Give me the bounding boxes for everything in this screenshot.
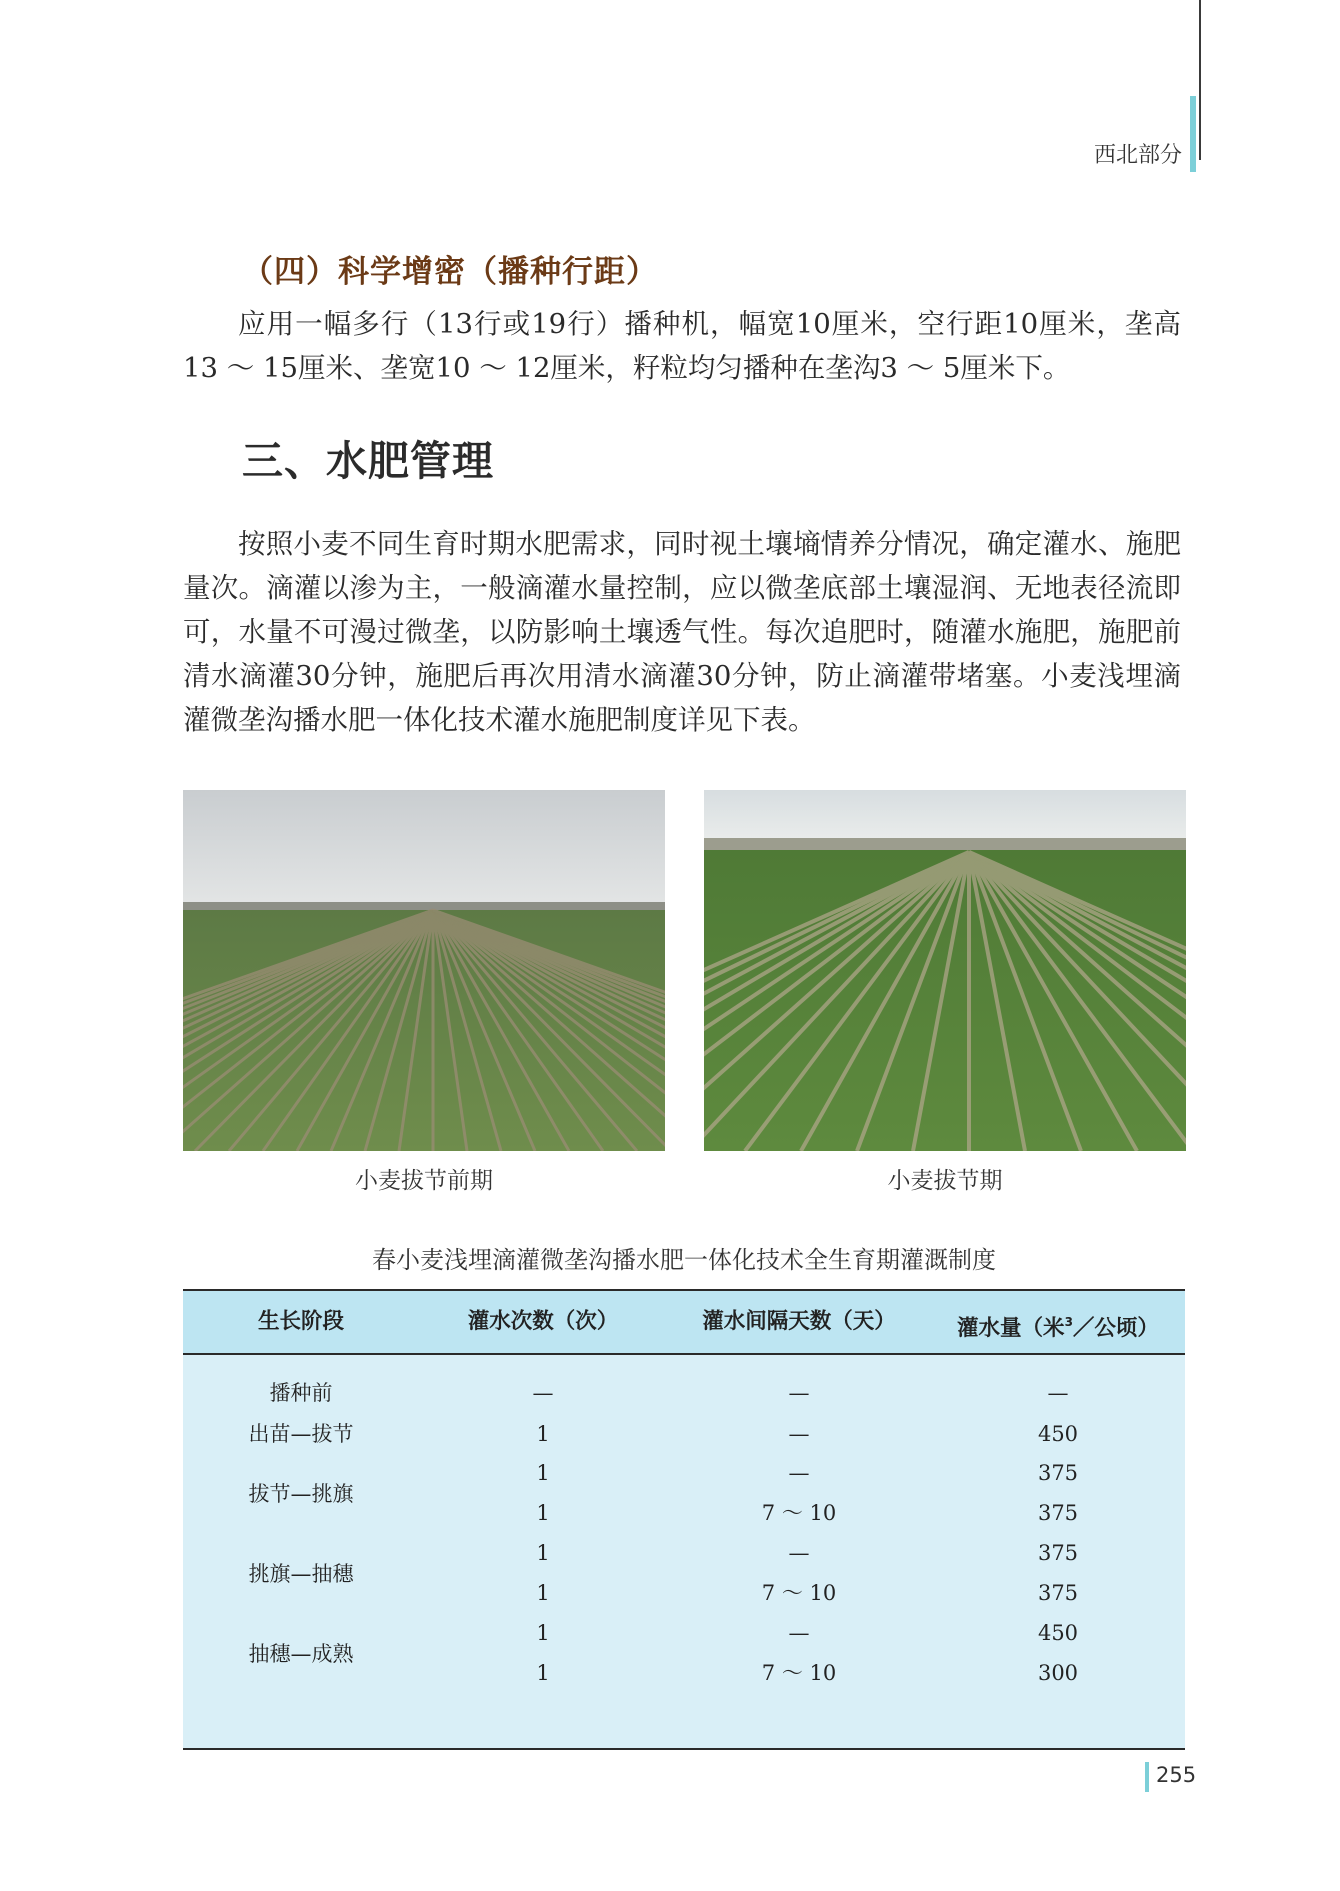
cell-amount: — <box>1047 1381 1069 1405</box>
header-interval: 灌水间隔天数（天） <box>702 1309 896 1334</box>
cell-times: 1 <box>536 1581 550 1605</box>
cell-amount: 450 <box>1037 1422 1079 1446</box>
cell-times: — <box>532 1381 554 1405</box>
cell-times: 1 <box>536 1501 550 1525</box>
running-header: 西北部分 <box>1093 143 1182 168</box>
page-number-accent-bar <box>1145 1762 1149 1792</box>
table-header-row <box>183 1289 1185 1355</box>
paragraph-water-fertilizer: 按照小麦不同生育时期水肥需求，同时视土壤墒情养分情况，确定灌水、施肥量次。滴灌以渗为主，一般滴灌水量控制，应以微垄底部土壤湿润、无地表径流即可，水量不可漫过微垄，以防影响土壤透气性。每次追肥时，随灌水施肥，施肥前清水滴灌30分钟，施肥后再次用清水滴灌30分钟，防止滴灌带堵塞。小麦浅埋滴灌微垄沟播水肥一体化技术灌水施肥制度详见下表。 <box>183 528 1181 736</box>
cell-times: 1 <box>536 1661 550 1685</box>
header-amount-unit-tail: ／公顷） <box>1072 1316 1159 1341</box>
header-rule <box>1199 0 1201 160</box>
cell-times: 1 <box>536 1541 550 1565</box>
header-stage: 生长阶段 <box>257 1309 344 1334</box>
photo-wheat-pre-jointing <box>183 790 665 1151</box>
stage-label: 挑旗—抽穗 <box>248 1562 354 1586</box>
header-amount-unit: 灌水量（米 <box>957 1316 1065 1341</box>
cell-times: 1 <box>536 1422 550 1446</box>
cell-amount: 375 <box>1037 1541 1079 1565</box>
cell-interval: 7 ～ 10 <box>761 1581 837 1605</box>
stage-label: 出苗—拔节 <box>248 1422 354 1446</box>
cell-amount: 300 <box>1037 1661 1079 1685</box>
stage-label: 播种前 <box>269 1381 333 1405</box>
stage-label: 抽穗—成熟 <box>248 1642 354 1666</box>
cell-interval: — <box>788 1422 810 1446</box>
cell-amount: 375 <box>1037 1581 1079 1605</box>
paragraph-sowing: 应用一幅多行（13行或19行）播种机，幅宽10厘米，空行距10厘米，垄高13 ～ 15厘米、垄宽10 ～ 12厘米，籽粒均匀播种在垄沟3 ～ 5厘米下。 <box>183 308 1181 384</box>
section-heading-4: （四）科学增密（播种行距） <box>242 254 658 290</box>
table-bottom-rule <box>183 1748 1185 1750</box>
cell-amount: 450 <box>1037 1621 1079 1645</box>
photo-caption-1: 小麦拔节前期 <box>355 1168 493 1194</box>
table-title: 春小麦浅埋滴灌微垄沟播水肥一体化技术全生育期灌溉制度 <box>372 1246 996 1274</box>
header-amount-superscript: 3 <box>1064 1315 1073 1329</box>
cell-interval: — <box>788 1381 810 1405</box>
cell-interval: — <box>788 1461 810 1485</box>
cell-amount: 375 <box>1037 1501 1079 1525</box>
photo-wheat-jointing <box>704 790 1186 1151</box>
cell-interval: — <box>788 1621 810 1645</box>
cell-amount: 375 <box>1037 1461 1079 1485</box>
header-amount <box>931 1291 1185 1353</box>
cell-interval: — <box>788 1541 810 1565</box>
irrigation-table <box>183 1289 1185 1750</box>
section-heading-water-fertilizer: 三、水肥管理 <box>242 437 494 485</box>
header-times: 灌水次数（次） <box>467 1309 619 1334</box>
header-accent-bar <box>1190 96 1196 172</box>
page-number: 255 <box>1156 1763 1197 1787</box>
photo-caption-2: 小麦拔节期 <box>887 1168 1003 1194</box>
cell-times: 1 <box>536 1621 550 1645</box>
cell-interval: 7 ～ 10 <box>761 1501 837 1525</box>
stage-label: 拔节—挑旗 <box>248 1482 354 1506</box>
cell-interval: 7 ～ 10 <box>761 1661 837 1685</box>
cell-times: 1 <box>536 1461 550 1485</box>
